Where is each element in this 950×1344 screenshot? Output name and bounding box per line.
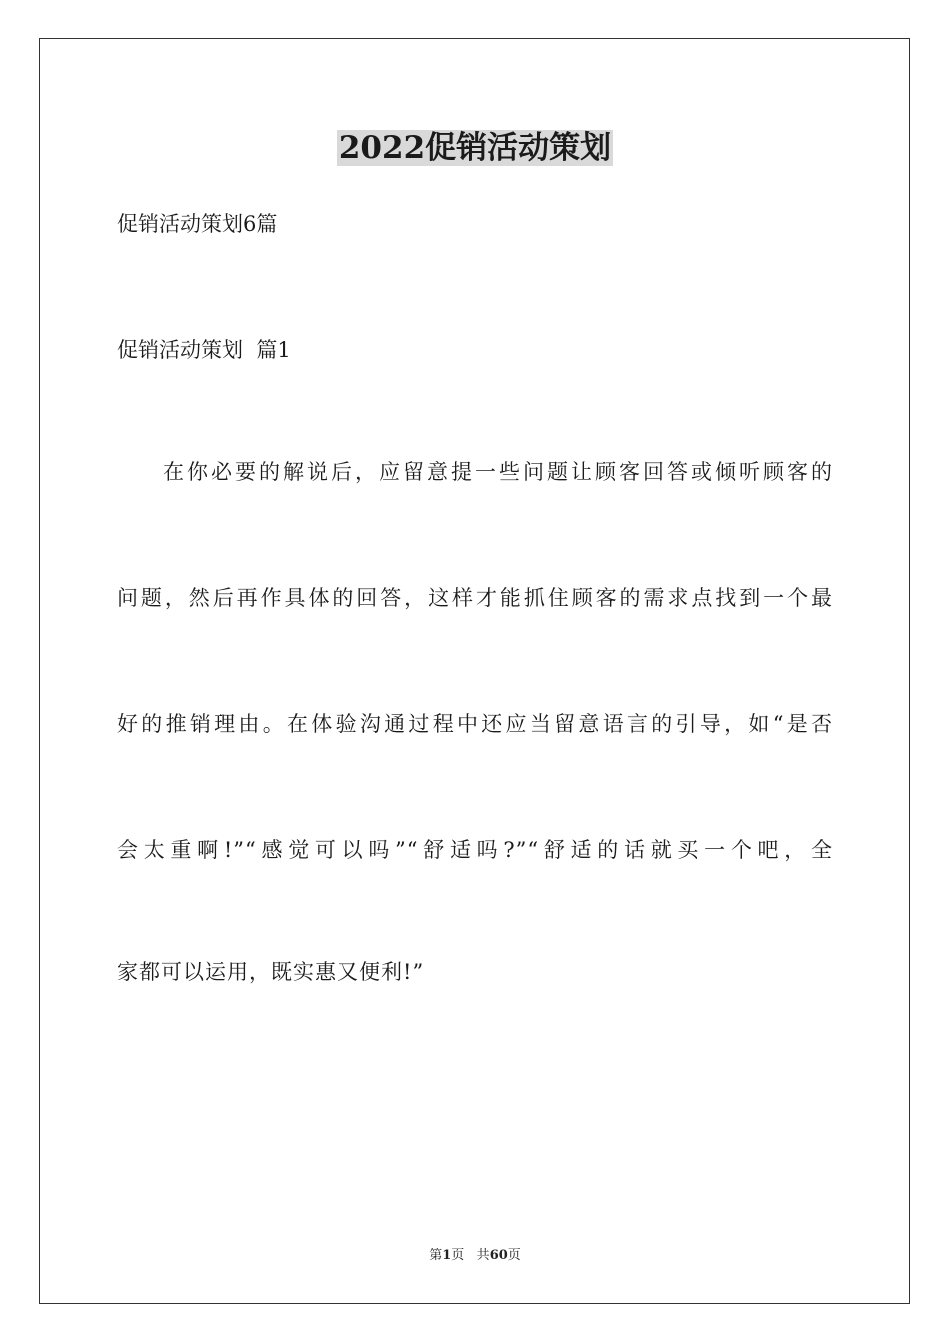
document-title-text: 2022促销活动策划 <box>338 130 612 166</box>
paragraph-line-2: 问题，然后再作具体的回答，这样才能抓住顾客的需求点找到一个最 <box>117 586 833 610</box>
footer-page-number: 1 <box>442 1248 452 1263</box>
document-title <box>0 128 950 168</box>
paragraph-line-1: 在你必要的解说后，应留意提一些问题让顾客回答或倾听顾客的 <box>163 460 833 484</box>
paragraph-line-5: 家都可以运用，既实惠又便利!” <box>117 960 425 984</box>
footer-total-pages: 60 <box>489 1248 508 1263</box>
footer-page-prefix: 第 <box>429 1248 443 1263</box>
paragraph-line-4: 会太重啊!”“感觉可以吗”“舒适吗?”“舒适的话就买一个吧，全 <box>117 838 833 862</box>
footer-total-suffix: 页 <box>507 1248 521 1263</box>
document-subtitle: 促销活动策划6篇 <box>117 212 278 236</box>
footer-total-prefix: 共 <box>476 1248 490 1263</box>
page-footer <box>0 1247 950 1265</box>
paragraph-line-3: 好的推销理由。在体验沟通过程中还应当留意语言的引导，如“是否 <box>117 712 833 736</box>
footer-page-suffix: 页 <box>451 1248 465 1263</box>
section-heading: 促销活动策划 篇1 <box>117 338 291 362</box>
